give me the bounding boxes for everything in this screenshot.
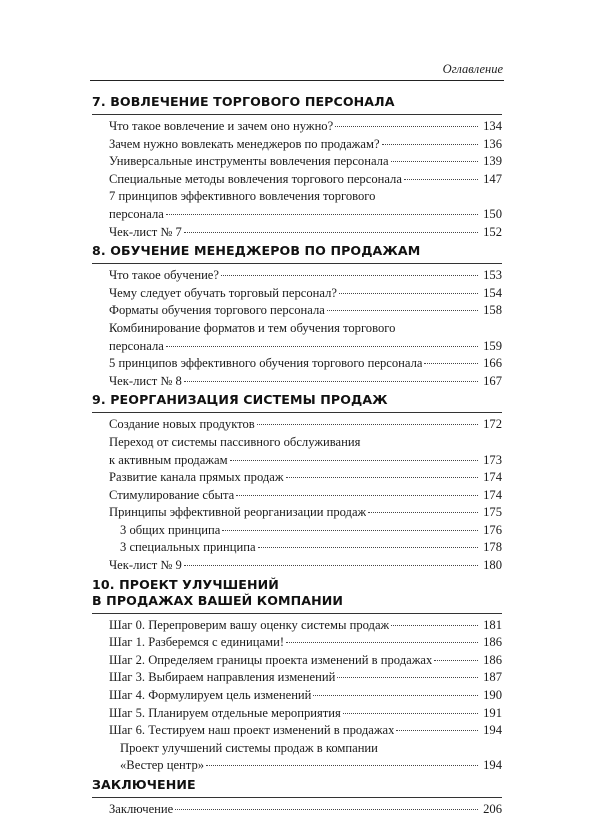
chapter-title-line: 10. ПРОЕКТ УЛУЧШЕНИЙ: [92, 576, 279, 592]
entry-title: 3 общих принципа: [120, 522, 221, 537]
dot-leader: [343, 713, 478, 714]
entry-title: 5 принципов эффективного обучения торгового персонала: [109, 356, 423, 371]
dot-leader: [236, 495, 478, 496]
toc-entry[interactable]: [92, 722, 502, 740]
dot-leader: [327, 310, 478, 311]
entry-title: Шаг 1. Разберемся с единицами!: [109, 635, 285, 650]
dot-leader: [335, 126, 478, 127]
toc-subentry[interactable]: [92, 539, 502, 557]
entry-title-line: Комбинирование форматов и тем обучения торгового: [109, 320, 396, 335]
chapter-entries: [92, 115, 502, 241]
entry-title: Чек-лист № 7: [109, 224, 182, 239]
page-number: 194: [483, 758, 502, 773]
toc-entry[interactable]: [92, 136, 502, 154]
toc-entry[interactable]: [92, 801, 502, 819]
toc-entry[interactable]: [92, 669, 502, 687]
toc-entry[interactable]: [92, 224, 502, 242]
header-rule: [90, 80, 504, 81]
page-number: 174: [483, 487, 502, 502]
page-number: 152: [483, 224, 502, 239]
entry-title: Специальные методы вовлечения торгового персонала: [109, 171, 402, 186]
dot-leader: [175, 809, 478, 810]
chapter-entries: [92, 798, 502, 819]
entry-title: Заключение: [109, 802, 174, 816]
page-number: 191: [483, 705, 502, 720]
entry-title-line: к активным продажам: [109, 452, 228, 467]
page-number: 206: [483, 802, 502, 816]
entry-title: Что такое вовлечение и зачем оно нужно?: [109, 119, 334, 133]
dot-leader: [166, 346, 478, 347]
chapter-title: [92, 575, 502, 614]
toc-entry[interactable]: [92, 652, 502, 670]
entry-title: Шаг 4. Формулируем цель изменений: [109, 688, 312, 703]
page-number: 172: [483, 417, 502, 432]
page-number: 181: [483, 617, 502, 632]
page-number: 153: [483, 268, 502, 283]
chapter-title-line: 7. ВОВЛЕЧЕНИЕ ТОРГОВОГО ПЕРСОНАЛА: [92, 94, 395, 109]
toc-entry[interactable]: [92, 504, 502, 522]
chapter-title: [92, 390, 502, 413]
dot-leader: [166, 214, 478, 215]
page-number: 186: [483, 635, 502, 650]
dot-leader: [184, 565, 478, 566]
entry-title-line: Проект улучшений системы продаж в компании: [120, 740, 378, 755]
page-number: 158: [483, 303, 502, 318]
toc-entry[interactable]: [92, 687, 502, 705]
page-number: 147: [483, 171, 502, 186]
entry-title: Создание новых продуктов: [109, 417, 255, 432]
entry-title: Чек-лист № 9: [109, 558, 182, 573]
entry-title: Универсальные инструменты вовлечения персонала: [109, 154, 389, 169]
chapter-title: [92, 241, 502, 264]
dot-leader: [337, 677, 478, 678]
entry-title: Принципы эффективной реорганизации продаж: [109, 505, 367, 520]
toc-entry[interactable]: [92, 557, 502, 575]
page-number: 150: [483, 206, 502, 221]
dot-leader: [222, 530, 478, 531]
entry-title: 3 специальных принципа: [120, 540, 256, 555]
chapter-entries: [92, 264, 502, 390]
page-number: 134: [483, 119, 502, 133]
page-number: 180: [483, 558, 502, 573]
page-number: 159: [483, 338, 502, 353]
toc-subentry[interactable]: [92, 740, 502, 775]
toc-entry[interactable]: [92, 171, 502, 189]
dot-leader: [391, 625, 478, 626]
entry-title-line: Переход от системы пассивного обслуживания: [109, 434, 361, 449]
dot-leader: [184, 381, 478, 382]
chapter-conclusion: [92, 775, 502, 819]
toc-entry[interactable]: [92, 487, 502, 505]
chapter-entries: [92, 614, 502, 775]
chapter-10: [92, 575, 502, 775]
toc-entry[interactable]: [92, 634, 502, 652]
entry-title: Стимулирование сбыта: [109, 487, 235, 502]
dot-leader: [368, 512, 478, 513]
toc-entry[interactable]: [92, 188, 502, 223]
dot-leader: [391, 161, 478, 162]
chapter-title-line: ЗАКЛЮЧЕНИЕ: [92, 777, 196, 792]
dot-leader: [230, 460, 478, 461]
chapter-title: [92, 775, 502, 798]
page-number: 186: [483, 652, 502, 667]
page-number: 178: [483, 540, 502, 555]
page-number: 136: [483, 136, 502, 151]
toc-entry[interactable]: [92, 617, 502, 635]
page-number: 167: [483, 373, 502, 388]
dot-leader: [257, 424, 478, 425]
chapter-9: [92, 390, 502, 574]
entry-title: Шаг 6. Тестируем наш проект изменений в продажах: [109, 723, 395, 738]
dot-leader: [404, 179, 478, 180]
dot-leader: [339, 293, 478, 294]
page-number: 176: [483, 522, 502, 537]
page-number: 154: [483, 285, 502, 300]
toc-entry[interactable]: [92, 320, 502, 355]
chapter-title: [92, 92, 502, 115]
page-number: 173: [483, 452, 502, 467]
toc-entry[interactable]: [92, 705, 502, 723]
entry-title: Форматы обучения торгового персонала: [109, 303, 325, 318]
dot-leader: [206, 765, 478, 766]
entry-title-line: персонала: [109, 206, 164, 221]
page-number: 166: [483, 356, 502, 371]
dot-leader: [424, 363, 478, 364]
entry-title: Чему следует обучать торговый персонал?: [109, 285, 337, 300]
chapter-entries: [92, 413, 502, 574]
dot-leader: [434, 660, 478, 661]
toc-entry[interactable]: [92, 469, 502, 487]
chapter-title-line: В ПРОДАЖАХ ВАШЕЙ КОМПАНИИ: [92, 592, 344, 608]
entry-title: Шаг 0. Перепроверим вашу оценку системы продаж: [109, 617, 390, 632]
entry-title: Шаг 3. Выбираем направления изменений: [109, 670, 336, 685]
entry-title: Чек-лист № 8: [109, 373, 182, 388]
toc-entry[interactable]: [92, 355, 502, 373]
entry-title: Шаг 2. Определяем границы проекта изменений в продажах: [109, 652, 433, 667]
toc-entry[interactable]: [92, 416, 502, 434]
page-number: 187: [483, 670, 502, 685]
chapter-title-line: 8. ОБУЧЕНИЕ МЕНЕДЖЕРОВ ПО ПРОДАЖАМ: [92, 243, 421, 259]
running-head: Оглавление: [442, 62, 503, 76]
toc-entry[interactable]: [92, 434, 502, 469]
page-number: 174: [483, 470, 502, 485]
page-number: 194: [483, 723, 502, 738]
dot-leader: [382, 144, 478, 145]
chapter-title-line: 9. РЕОРГАНИЗАЦИЯ СИСТЕМЫ ПРОДАЖ: [92, 392, 388, 408]
entry-title: Зачем нужно вовлекать менеджеров по продажам?: [109, 136, 380, 151]
toc-entry[interactable]: [92, 267, 502, 285]
page-number: 190: [483, 688, 502, 703]
entry-title-line: «Вестер центр»: [120, 758, 205, 773]
chapter-7: [92, 92, 502, 241]
page-number: 175: [483, 505, 502, 520]
table-of-contents: [92, 92, 502, 819]
page-number: 139: [483, 154, 502, 169]
entry-title: Что такое обучение?: [109, 268, 219, 283]
chapter-8: [92, 241, 502, 390]
dot-leader: [184, 232, 478, 233]
entry-title: Шаг 5. Планируем отдельные мероприятия: [109, 705, 341, 720]
dot-leader: [221, 275, 478, 276]
toc-subentry[interactable]: [92, 522, 502, 540]
toc-entry[interactable]: [92, 302, 502, 320]
toc-entry[interactable]: [92, 153, 502, 171]
toc-entry[interactable]: [92, 285, 502, 303]
dot-leader: [258, 547, 478, 548]
dot-leader: [286, 642, 478, 643]
dot-leader: [313, 695, 478, 696]
dot-leader: [286, 477, 478, 478]
entry-title-line: персонала: [109, 338, 164, 353]
toc-entry[interactable]: [92, 118, 502, 136]
entry-title: Развитие канала прямых продаж: [109, 470, 284, 485]
toc-entry[interactable]: [92, 373, 502, 391]
entry-title-line: 7 принципов эффективного вовлечения торгового: [109, 189, 376, 204]
dot-leader: [396, 730, 478, 731]
